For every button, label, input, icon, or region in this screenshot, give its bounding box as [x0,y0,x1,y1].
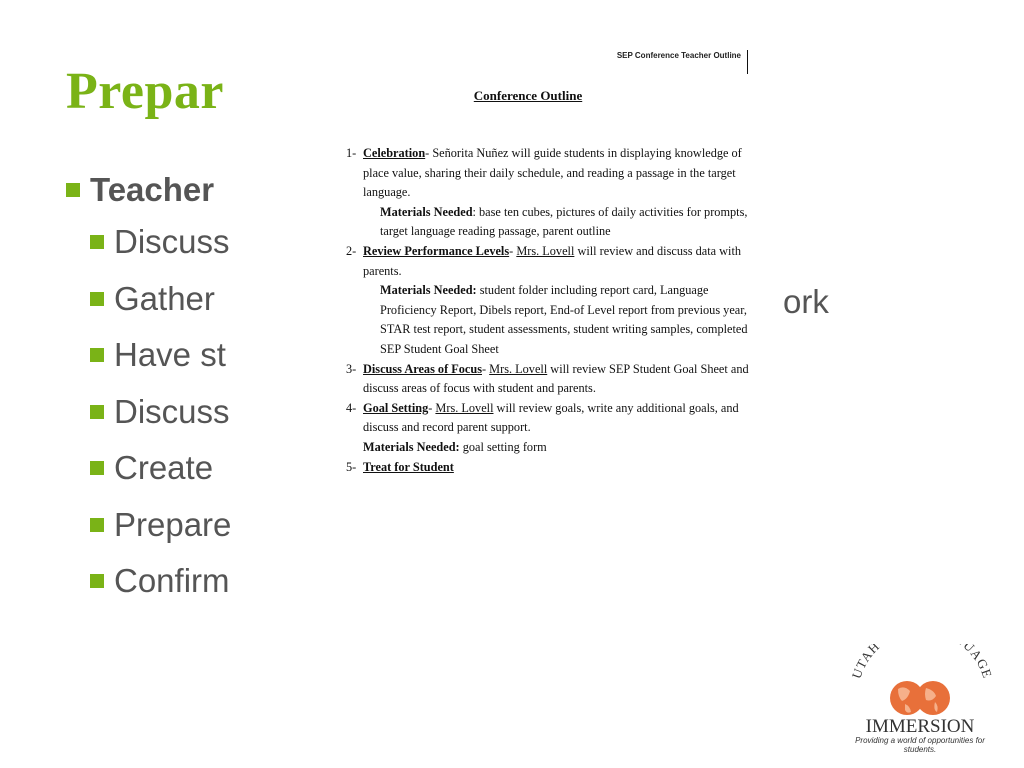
bullet-square-icon [90,348,104,362]
bullet-square-icon [90,518,104,532]
svg-text:UTAH DUAL LANGUAGE [849,644,996,681]
materials-label: Materials Needed [380,204,473,219]
item-heading: Treat for Student [363,459,454,474]
logo-arc-text: UTAH UAGE [848,644,996,681]
logo-name: IMMERSION [865,716,975,737]
outline-item-celebration [346,144,766,242]
bullet-teacher [66,168,231,216]
materials-text: : base ten cubes, pictures of daily activities for prompts, target language reading passage, parent outline [380,204,748,239]
item-number: 4- [346,400,357,415]
item-text: will review SEP Student Goal Sheet and discuss areas of focus with student and parents. [363,361,749,396]
sub-bullet-text: Discuss [114,392,230,430]
document-header: SEP Conference Teacher Outline [617,50,748,74]
item-person: Mrs. Lovell [435,400,494,415]
utah-dual-language-logo [838,644,1002,754]
bullet-square-icon [90,461,104,475]
outline-item-goal-setting [346,399,766,458]
materials-text: student folder including report card, Language Proficiency Report, Dibels report, End-of Level report from previous year, STAR test report, student assessments, student writing samples, completed SEP Student Goal Sheet [380,283,748,356]
item-dash: - [482,361,490,376]
bullet-teacher-label: Teacher [90,171,215,208]
item-number: 5- [346,459,357,474]
gather-tail-text: ork [783,283,829,320]
item-heading: Discuss Areas of Focus [363,361,482,376]
item-dash: - [428,400,436,415]
materials-needed [363,281,766,359]
logo-globe-icon [838,644,1002,724]
item-text: will review goals, write any additional goals, and discuss and record parent support. [363,400,739,435]
slide-bullet-list [66,168,231,612]
item-number: 3- [346,361,357,376]
item-person: Mrs. Lovell [489,361,548,376]
sub-bullet-text: Prepare [114,505,232,543]
item-heading: Review Performance Levels [363,243,510,258]
sub-bullet-1 [66,216,231,273]
materials-label: Materials Needed: [363,439,460,454]
sub-bullet-4 [66,386,231,443]
sub-bullet-text: Discuss [114,223,230,260]
document-body [346,144,766,477]
sub-bullet-2 [66,273,231,330]
sub-bullet-7 [66,555,231,612]
sub-bullet-5 [66,442,231,499]
sub-bullet-container [66,216,231,612]
sub-bullet-text: Gather [114,279,215,317]
bullet-square-icon [66,183,80,197]
logo-tagline: Providing a world of opportunities for students. [855,736,985,754]
bullet-square-icon [90,235,104,249]
sub-bullet-6 [66,499,231,556]
document-title: Conference Outline [473,88,583,103]
sub-bullet-3 [66,329,231,386]
sub-bullet-text: Confirm [114,562,230,599]
materials-label: Materials Needed: [380,283,477,298]
item-number: 2- [346,243,357,258]
item-text: will review and discuss data with parents. [363,243,742,278]
outline-item-areas-of-focus [346,360,766,399]
bullet-square-icon [90,574,104,588]
bullet-square-icon [90,405,104,419]
item-dash: - [509,243,517,258]
sub-bullet-text: Have st [114,336,226,373]
materials-needed [363,203,766,242]
materials-text: goal setting form [459,439,547,454]
materials-needed [363,438,766,458]
item-text: - Señorita Nuñez will guide students in displaying knowledge of place value, sharing their daily schedule, and reading a passage in the target language. [363,146,742,200]
item-heading: Celebration [363,146,426,160]
item-heading: Goal Setting [363,400,429,415]
outline-item-treat [346,458,766,478]
sub-bullet-list [66,216,231,612]
sub-bullet-text: Create [114,449,214,486]
outline-item-review-performance [346,242,766,360]
slide-title: Prepar [66,63,224,120]
item-number: 1- [346,146,357,160]
item-person: Mrs. Lovell [516,243,575,258]
conference-outline-document [248,40,776,520]
bullet-square-icon [90,292,104,306]
